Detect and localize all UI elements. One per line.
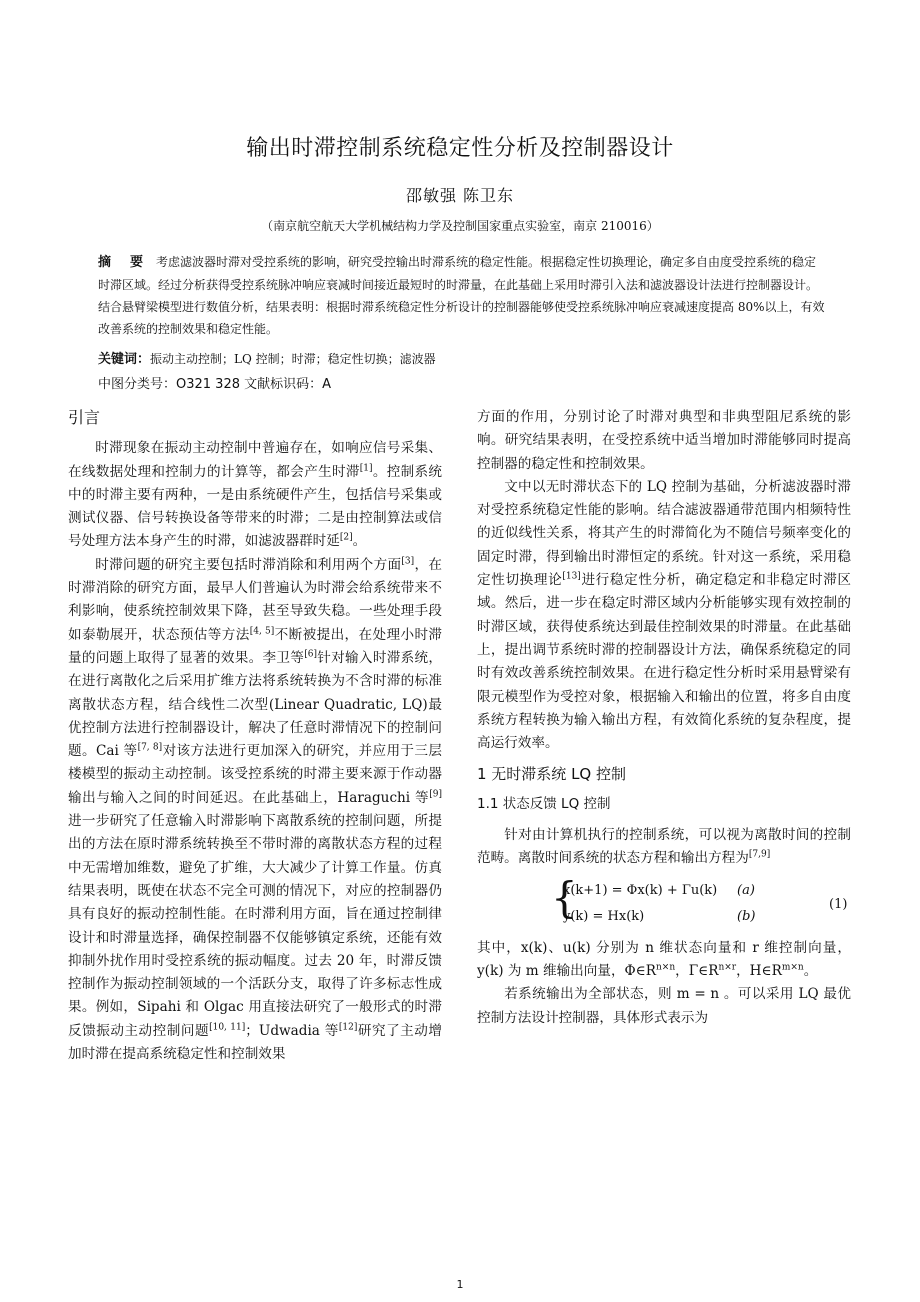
section-title-1-1: 1.1 状态反馈 LQ 控制 [477, 795, 611, 812]
citation: [12] [338, 1022, 358, 1033]
citation: [10, 11] [209, 1022, 246, 1033]
intro-paragraph-continued: 方面的作用，分别讨论了时滞对典型和非典型阻尼系统的影响。研究结果表明，在受控系统中适当增加时滞能够同时提高控制器的稳定性和控制效果。 [477, 409, 851, 472]
section-1-1-paragraph-2: 若系统输出为全部状态，则 m = n 。可以采用 LQ 最优控制方法设计控制器，具体形式表示为 [477, 986, 851, 1026]
citation: [4, 5] [249, 626, 275, 637]
paper-authors: 邵敏强 陈卫东 [405, 186, 515, 205]
abstract-text: 考虑滤波器时滞对受控系统的影响，研究受控输出时滞系统的稳定性能。根据稳定性切换理论，确定多自由度受控系统的稳定时滞区域。经过分析获得受控系统脉冲响应衰减时间接近最短时的时滞量，在此基础上采用时滞引入法和滤波器设计法进行控制器设计。结合悬臂梁模型进行数值分析，结果表明：根据时滞系统稳定性分析设计的控制器能够使受控系统脉冲响应衰减速度提高 80%以上，有效改善系统的控制效果和稳定性能。 [98, 255, 825, 336]
equation-brace: { [551, 872, 578, 922]
paper-title: 输出时滞控制系统稳定性分析及控制器设计 [246, 136, 674, 161]
intro-paragraph-2: 时滞问题的研究主要包括时滞消除和利用两个方面[3]，在时滞消除的研究方面，最早人们普遍认为时滞会给系统带来不利影响，使系统控制效果下降，甚至导致失稳。一些处理手段如泰勒展开，状态预估等方法[4, 5]不断被提出，在处理小时滞量的问题上取得了显著的效果。李卫等[6]针对输入时滞系统，在进行离散化之后采用扩维方法将系统转换为不含时滞的标准离散状态方程，结合线性二次型(Linear Quadratic, LQ)最优控制方法进行控制器设计，解决了任意时滞情况下的控制问题。Cai 等[7, 8]对该方法进行更加深入的研究，并应用于三层楼模型的振动主动控制。该受控系统的时滞主要来源于作动器输出与输入之间的时间延迟。在此基础上，Haraguchi 等[9]进一步研究了任意输入时滞影响下离散系统的控制问题，所提出的方法在原时滞系统转换至不带时滞的离散状态方程的过程中无需增加维数，避免了扩维，大大减少了计算工作量。仿真结果表明，既使在状态不完全可测的情况下，对应的控制器仍具有良好的振动控制性能。在时滞利用方面，旨在通过控制律设计和时滞量选择，确保控制器不仅能够镇定系统，还能有效抑制外扰作用时受控系统的振动幅度。过去 20 年，时滞反馈控制作为振动控制领域的一个活跃分支，取得了许多标志性成果。例如，Sipahi 和 Olgac 用直接法研究了一般形式的时滞反馈振动主动控制问题[10, 11]；Udwadia 等[12]研究了主动增加时滞在提高系统稳定性和控制效果 [68, 556, 443, 1063]
citation: [1] [359, 463, 373, 474]
classification-line: 中图分类号：O321 328 文献标识码：A [98, 377, 332, 392]
equation-line-b: y(k) = Hx(k) [563, 908, 645, 924]
keywords [98, 348, 828, 367]
equation-1 [477, 873, 851, 933]
citation: [9] [429, 789, 442, 800]
paper-affiliation: （南京航空航天大学机械结构力学及控制国家重点实验室，南京 210016） [261, 219, 659, 233]
equation-line-a: x(k+1) = Φx(k) + Γu(k) [563, 882, 718, 898]
equation-tag-a: (a) [737, 882, 755, 898]
abstract-heading: 摘 要 [98, 255, 147, 270]
section-title-intro: 引言 [68, 408, 101, 427]
abstract [98, 251, 828, 340]
section-1-1-paragraph: 针对由计算机执行的控制系统，可以视为离散时间的控制范畴。离散时间系统的状态方程和输出方程为[7,9] [477, 827, 851, 867]
intro-paragraph-1: 时滞现象在振动主动控制中普遍存在，如响应信号采集、在线数据处理和控制力的计算等，都会产生时滞[1]。控制系统中的时滞主要有两种，一是由系统硬件产生，包括信号采集或测试仪器、信号转换设备等带来的时滞；二是由控制算法或信号处理方法本身产生的时滞，如滤波器群时延[2]。 [68, 440, 443, 550]
equation-explanation: 其中，x(k)、u(k) 分别为 n 维状态向量和 r 维控制向量，y(k) 为 m 维输出向量，$\Phi\in R^{n\times n}$，$\Gamma\in R^{n\times r}$，$H\in R^{m\times n}$。 [477, 939, 851, 979]
keywords-heading: 关键词： [98, 352, 151, 367]
equation-tag-b: (b) [737, 908, 756, 924]
citation: [2] [339, 532, 353, 543]
citation: [13] [562, 571, 581, 582]
equation-number: (1) [829, 896, 848, 912]
section-title-1: 1 无时滞系统 LQ 控制 [477, 765, 627, 784]
citation: [7, 8] [137, 742, 163, 753]
right-column [477, 406, 851, 1030]
citation: [3] [401, 556, 415, 567]
keywords-text: 振动主动控制；LQ 控制；时滞；稳定性切换；滤波器 [150, 352, 436, 366]
intro-paragraph-3: 文中以无时滞状态下的 LQ 控制为基础，分析滤波器时滞对受控系统稳定性能的影响。结合滤波器通带范围内相频特性的近似线性关系，将其产生的时滞简化为不随信号频率变化的固定时滞，得到输出时滞恒定的系统。针对这一系统，采用稳定性切换理论[13]进行稳定性分析，确定稳定和非稳定时滞区域。然后，进一步在稳定时滞区域内分析能够实现有效控制的时滞区域，获得使系统达到最佳控制效果的时滞量。在此基础上，提出调节系统时滞的控制器设计方法，确保系统稳定的同时有效改善系统控制效果。在进行稳定性分析时采用悬臂梁有限元模型作为受控对象，根据输入和输出的位置，将多自由度系统方程转换为输入输出方程，有效简化系统的复杂程度，提高运行效率。 [477, 478, 852, 752]
left-column [68, 406, 442, 1066]
citation: [6] [304, 649, 317, 660]
citation: [7,9] [748, 849, 771, 860]
page-number: 1 [456, 1278, 464, 1291]
